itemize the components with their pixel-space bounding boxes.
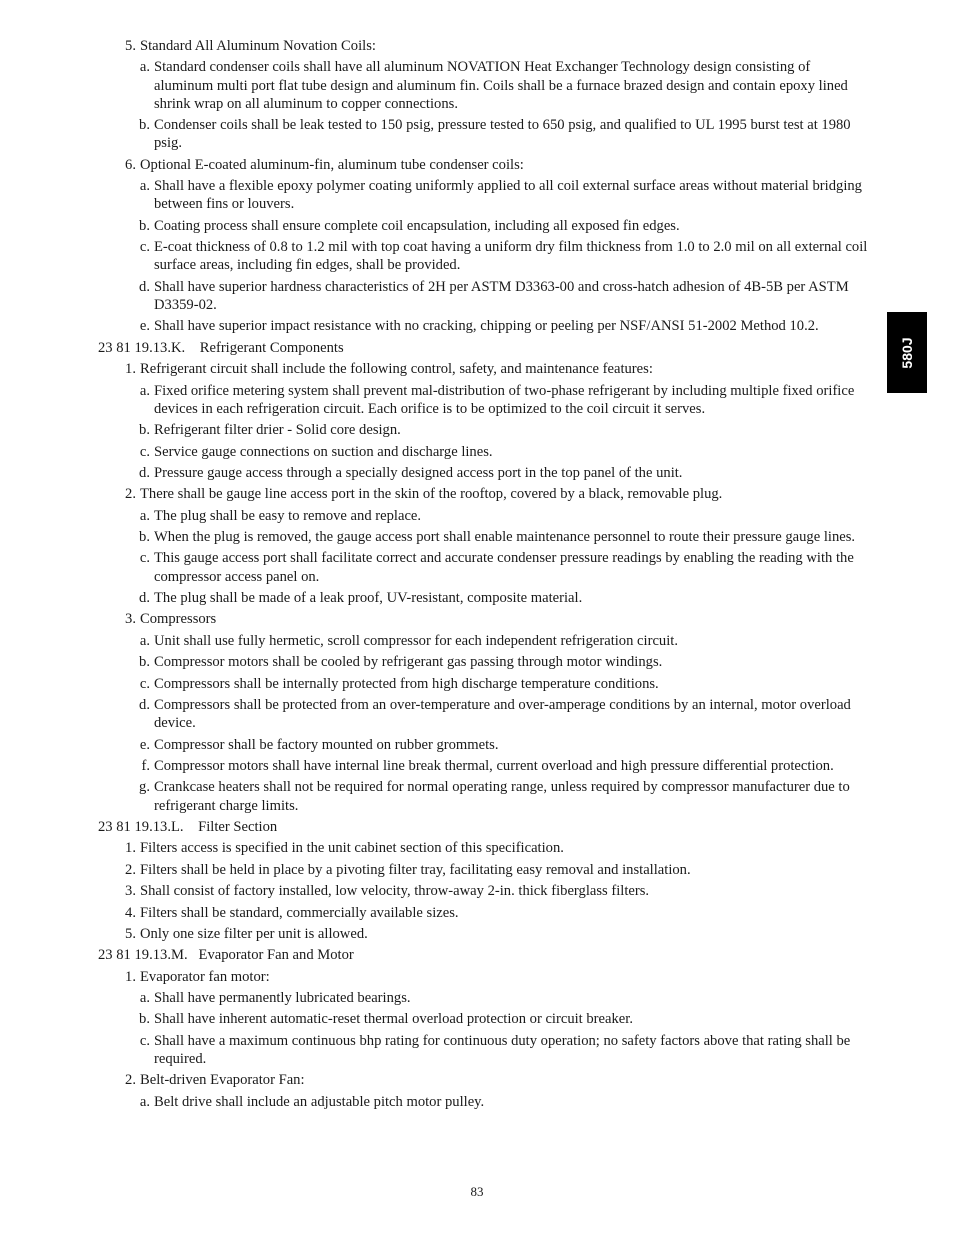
item-marker: b. <box>139 117 150 134</box>
item-text: Belt drive shall include an adjustable pitch motor pulley. <box>154 1093 485 1110</box>
lettered-item <box>0 507 954 525</box>
item-text: Belt-driven Evaporator Fan: <box>140 1072 305 1089</box>
lettered-item <box>0 238 954 274</box>
numbered-item <box>0 156 954 174</box>
lettered-item <box>0 736 954 754</box>
lettered-item <box>0 696 954 732</box>
lettered-item <box>0 421 954 439</box>
item-marker: b. <box>139 217 150 234</box>
numbered-item <box>0 882 954 900</box>
item-marker: c. <box>139 1032 150 1049</box>
item-marker: 2. <box>125 486 136 503</box>
item-marker: a. <box>139 59 150 76</box>
item-text: Unit shall use fully hermetic, scroll compressor for each independent refrigeration circuit. <box>154 632 678 649</box>
item-marker: f. <box>141 757 150 774</box>
lettered-item <box>0 58 954 113</box>
item-text: Compressor motors shall have internal line break thermal, current overload and high pressure differential protection. <box>154 757 834 774</box>
lettered-item <box>0 217 954 235</box>
item-marker: g. <box>139 779 150 796</box>
item-marker: b. <box>139 654 150 671</box>
item-marker: c. <box>139 550 150 567</box>
item-text: Optional E-coated aluminum-fin, aluminum tube condenser coils: <box>140 156 524 173</box>
page-number: 83 <box>470 1184 484 1199</box>
item-marker: a. <box>139 1093 150 1110</box>
numbered-item <box>0 485 954 503</box>
item-text: The plug shall be easy to remove and replace. <box>154 507 422 524</box>
lettered-item <box>0 632 954 650</box>
item-text: Shall have inherent automatic-reset thermal overload protection or circuit breaker. <box>154 1011 633 1028</box>
item-text: When the plug is removed, the gauge access port shall enable maintenance personnel to route their pressure gauge lines. <box>154 529 856 546</box>
lettered-item <box>0 549 954 585</box>
lettered-item <box>0 1032 954 1068</box>
lettered-item <box>0 1010 954 1028</box>
item-text: There shall be gauge line access port in the skin of the rooftop, covered by a black, removable plug. <box>140 486 723 503</box>
item-text: Condenser coils shall be leak tested to 150 psig, pressure tested to 650 psig, and qualified to UL 1995 burst test at 1980 psig. <box>154 117 851 152</box>
item-text: Shall have a flexible epoxy polymer coating uniformly applied to all coil external surface areas without material bridging between fins or louvers. <box>154 178 862 213</box>
numbered-item <box>0 861 954 879</box>
item-marker: c. <box>139 443 150 460</box>
lettered-item <box>0 177 954 213</box>
item-text: Evaporator fan motor: <box>140 968 270 985</box>
item-marker: a. <box>139 507 150 524</box>
item-marker: c. <box>139 239 150 256</box>
item-marker: d. <box>139 590 150 607</box>
numbered-item <box>0 968 954 986</box>
section-heading: 23 81 19.13.K. Refrigerant Components <box>98 339 344 356</box>
item-marker: 3. <box>125 883 136 900</box>
item-marker: a. <box>139 632 150 649</box>
lettered-item <box>0 675 954 693</box>
item-marker: a. <box>139 990 150 1007</box>
lettered-item <box>0 443 954 461</box>
item-marker: 3. <box>125 611 136 628</box>
item-text: Filters access is specified in the unit cabinet section of this specification. <box>140 840 564 857</box>
item-marker: e. <box>139 736 150 753</box>
item-text: Filters shall be held in place by a pivoting filter tray, facilitating easy removal and installation. <box>140 861 691 878</box>
item-text: Crankcase heaters shall not be required for normal operating range, unless required by compressor manufacturer due to refrigerant charge limits. <box>154 779 850 814</box>
item-marker: 1. <box>125 840 136 857</box>
lettered-item <box>0 989 954 1007</box>
item-text: Compressors shall be protected from an over-temperature and over-amperage conditions by an internal, motor overload device. <box>154 697 851 732</box>
item-marker: 1. <box>125 361 136 378</box>
numbered-item <box>0 360 954 378</box>
item-text: Compressor shall be factory mounted on rubber grommets. <box>154 736 499 753</box>
item-text: Shall have superior impact resistance with no cracking, chipping or peeling per NSF/ANSI 51-2002 Method 10.2. <box>154 318 819 335</box>
item-marker: d. <box>139 697 150 713</box>
item-marker: a. <box>139 382 150 399</box>
lettered-item <box>0 464 954 482</box>
item-marker: 4. <box>125 904 136 921</box>
item-marker: 6. <box>125 156 136 173</box>
numbered-item <box>0 904 954 922</box>
item-text: Filters shall be standard, commercially available sizes. <box>140 904 459 921</box>
item-text: Service gauge connections on suction and discharge lines. <box>154 443 493 460</box>
item-marker: c. <box>139 675 150 692</box>
item-text: Shall have superior hardness characteristics of 2H per ASTM D3363-00 and cross-hatch adhesion of 4B-5B per ASTM D3359-02. <box>154 278 849 313</box>
item-text: E-coat thickness of 0.8 to 1.2 mil with top coat having a uniform dry film thickness from 1.0 to 2.0 mil on all external coil surface areas, including fin edges, shall be provided. <box>154 239 868 274</box>
item-marker: d. <box>139 278 150 295</box>
side-tab-label: 580J <box>898 336 915 369</box>
item-marker: 1. <box>125 968 136 985</box>
item-text: Compressor motors shall be cooled by refrigerant gas passing through motor windings. <box>154 654 663 671</box>
lettered-item <box>0 778 954 814</box>
item-text: Shall consist of factory installed, low velocity, throw-away 2-in. thick fiberglass filters. <box>140 883 650 900</box>
item-text: Pressure gauge access through a specially designed access port in the top panel of the unit. <box>154 464 683 481</box>
item-text: Fixed orifice metering system shall prevent mal-distribution of two-phase refrigerant by including multiple fixed orifice devices in each refrigeration circuit. Each orifice is to be optimized to the coil circuit it serves. <box>154 382 855 417</box>
item-text: Refrigerant filter drier - Solid core design. <box>154 422 401 439</box>
item-text: Standard condenser coils shall have all aluminum NOVATION Heat Exchanger Technology design consisting of aluminum multi port flat tube design and aluminum fin. Coils shall be a furnace brazed design and contain epoxy lined shrink wrap on all aluminum to copper connections. <box>154 59 848 112</box>
lettered-item <box>0 528 954 546</box>
item-marker: b. <box>139 529 150 546</box>
item-marker: 2. <box>125 861 136 878</box>
lettered-item <box>0 653 954 671</box>
item-text: Standard All Aluminum Novation Coils: <box>140 38 376 54</box>
lettered-item <box>0 278 954 314</box>
specification-body <box>0 37 954 1114</box>
item-text: Compressors shall be internally protected from high discharge temperature conditions. <box>154 675 659 692</box>
item-text: This gauge access port shall facilitate correct and accurate condenser pressure readings by enabling the reading with the compressor access panel on. <box>154 550 854 585</box>
item-marker: a. <box>139 178 150 195</box>
item-marker: e. <box>139 318 150 335</box>
item-marker: d. <box>139 464 150 481</box>
item-text: Shall have a maximum continuous bhp rating for continuous duty operation; no safety factors above that rating shall be required. <box>154 1032 851 1068</box>
lettered-item <box>0 382 954 418</box>
numbered-item <box>0 37 954 55</box>
item-text: The plug shall be made of a leak proof, UV-resistant, composite material. <box>154 590 583 607</box>
numbered-item <box>0 1071 954 1089</box>
item-marker: 5. <box>125 38 136 54</box>
lettered-item <box>0 1093 954 1111</box>
lettered-item <box>0 116 954 152</box>
section-heading: 23 81 19.13.L. Filter Section <box>98 818 278 835</box>
item-marker: 5. <box>125 925 136 942</box>
lettered-item <box>0 317 954 335</box>
item-text: Refrigerant circuit shall include the following control, safety, and maintenance features: <box>140 361 653 378</box>
item-text: Compressors <box>140 611 217 628</box>
numbered-item <box>0 925 954 943</box>
section-heading: 23 81 19.13.M. Evaporator Fan and Motor <box>98 947 354 964</box>
lettered-item <box>0 757 954 775</box>
numbered-item <box>0 839 954 857</box>
item-text: Only one size filter per unit is allowed. <box>140 925 368 942</box>
item-marker: b. <box>139 1011 150 1028</box>
item-text: Shall have permanently lubricated bearings. <box>154 990 411 1007</box>
lettered-item <box>0 589 954 607</box>
item-text: Coating process shall ensure complete coil encapsulation, including all exposed fin edges. <box>154 217 680 234</box>
item-marker: b. <box>139 422 150 439</box>
numbered-item <box>0 610 954 628</box>
section-side-tab <box>887 312 927 393</box>
item-marker: 2. <box>125 1072 136 1089</box>
